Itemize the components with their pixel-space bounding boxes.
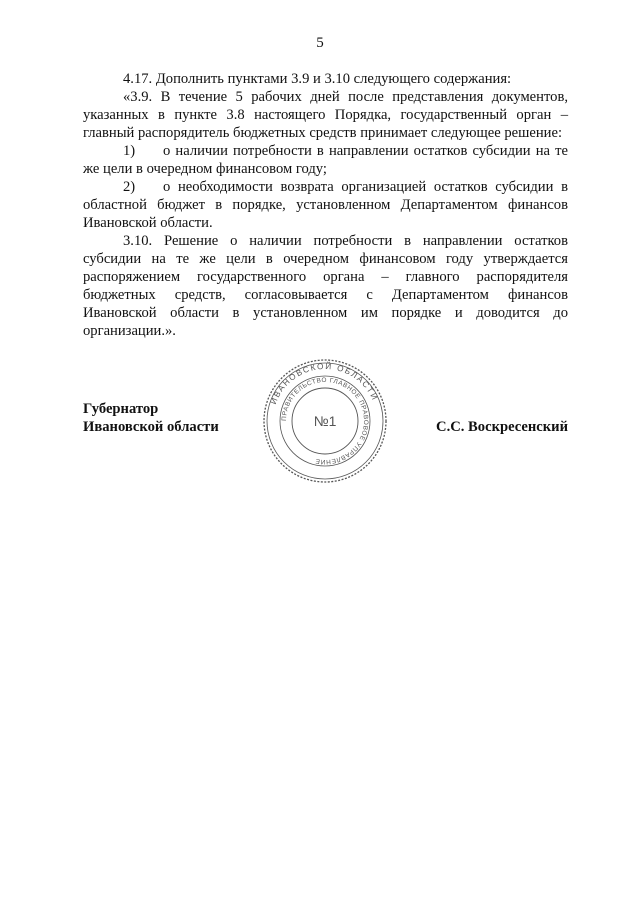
list-item-2 [83, 178, 568, 232]
document-body [83, 70, 568, 340]
list-item-1 [83, 142, 568, 178]
paragraph-4-17: 4.17. Дополнить пунктами 3.9 и 3.10 следующего содержания: [123, 71, 512, 87]
list-item-1-number: 1) [123, 143, 136, 159]
official-seal-stamp [262, 358, 388, 484]
paragraph-3-9: «3.9. В течение 5 рабочих дней после представления документов, указанных в пункте 3.8 настоящего Порядка, государственный орган – главный распорядитель бюджетных средств принимает следующее решение: [83, 89, 568, 141]
signatory-title [83, 400, 219, 436]
paragraph-3-10: 3.10. Решение о наличии потребности в направлении остатков субсидии на те же цели в очередном финансовом году утверждается распоряжением государственного органа – главного распорядителя бюджетных средств, согласовывается с Департаментом финансов Ивановской области в установленном им порядке и доводится до организации.». [83, 233, 568, 339]
list-item-2-text: о необходимости возврата организацией остатков субсидии в областной бюджет в порядке, установленном Департаментом финансов Ивановской области. [83, 179, 568, 231]
seal-number: №1 [313, 413, 337, 429]
list-item-2-number: 2) [123, 179, 136, 195]
seal-outer-ring-text: ИВАНОВСКОЙ ОБЛАСТИ [268, 361, 380, 406]
signatory-name: С.С. Воскресенский [436, 419, 568, 435]
list-item-1-text: о наличии потребности в направлении остатков субсидии на те же цели в очередном финансовом году; [83, 143, 568, 177]
signatory-title-line-2: Ивановской области [83, 419, 219, 435]
seal-inner-ring-text: ПРАВИТЕЛЬСТВО ГЛАВНОЕ ПРАВОВОЕ УПРАВЛЕНИЕ [280, 376, 370, 466]
page-number: 5 [316, 35, 324, 51]
signatory-title-line-1: Губернатор [83, 401, 159, 417]
